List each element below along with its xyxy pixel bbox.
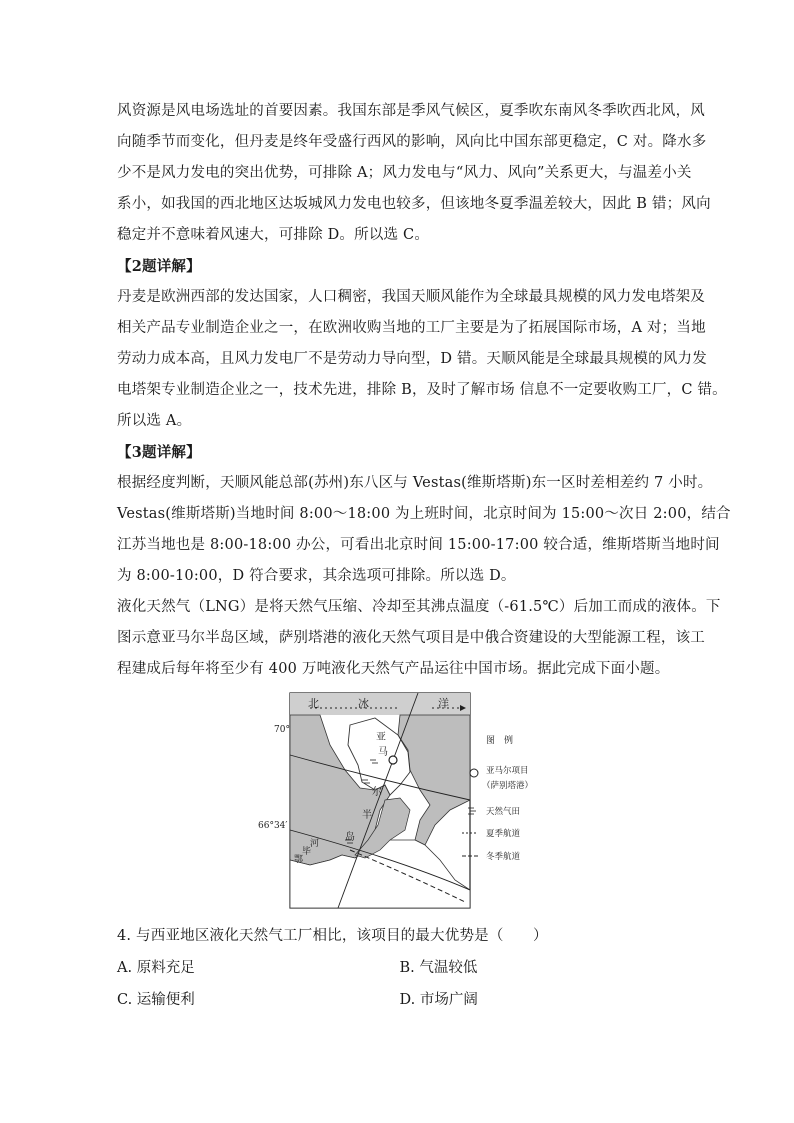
legend-title: 图 例 xyxy=(486,736,514,746)
river-label-char: 河 xyxy=(310,839,320,849)
options-row-1 xyxy=(117,952,682,984)
legend-winter-label: 冬季航道 xyxy=(486,852,521,862)
option-b[interactable]: B. 气温较低 xyxy=(399,960,478,976)
peninsula-label-char: 马 xyxy=(378,747,388,758)
text-line: 液化天然气（LNG）是将天然气压缩、冷却至其沸点温度（-61.5℃）后加工而成的液体。下 xyxy=(117,599,721,615)
text-line: 图示意亚马尔半岛区域，萨别塔港的液化天然气项目是中俄合资建设的大型能源工程，该工 xyxy=(117,630,705,646)
text-line: 丹麦是欧洲西部的发达国家，人口稠密，我国天顺风能作为全球最具规模的风力发电塔架及 xyxy=(117,289,705,305)
text-line: 程建成后每年将至少有 400 万吨液化天然气产品运往中国市场。据此完成下面小题。 xyxy=(117,661,670,677)
options-row-2 xyxy=(117,984,682,1016)
peninsula-label-char: 尔 xyxy=(372,787,382,798)
option-c[interactable]: C. 运输便利 xyxy=(117,992,195,1008)
legend-project-sub: （萨别塔港） xyxy=(482,781,534,791)
peninsula-label-char: 岛 xyxy=(345,832,355,843)
section-heading-q2: 【2题详解】 xyxy=(117,258,201,275)
river-label-char: 毕 xyxy=(302,847,312,857)
latitude-70-label: 70° xyxy=(274,725,290,735)
answer-paragraph-2 xyxy=(117,282,727,437)
legend-gas-label: 天然气田 xyxy=(486,807,521,817)
text-line: 向随季节而变化，但丹麦是终年受盛行西风的影响，风向比中国东部更稳定，C 对。降水多 xyxy=(117,134,707,150)
text-line: 风资源是风电场选址的首要因素。我国东部是季风气候区，夏季吹东南风冬季吹西北风，风 xyxy=(117,103,705,119)
question-stem: 4. 与西亚地区液化天然气工厂相比，该项目的最大优势是（ ） xyxy=(117,928,548,944)
question-intro-paragraph xyxy=(117,592,721,685)
option-a[interactable]: A. 原料充足 xyxy=(117,960,195,976)
text-line: 相关产品专业制造企业之一，在欧洲收购当地的工厂主要是为了拓展国际市场，A 对；当地 xyxy=(117,320,706,336)
sea-label-char: 冰 xyxy=(358,697,369,710)
text-line: 系小，如我国的西北地区达坂城风力发电也较多，但该地冬夏季温差较大，因此 B 错；风向 xyxy=(117,196,711,212)
arctic-circle-label: 66°34′ xyxy=(258,821,288,831)
text-line: 稳定并不意味着风速大，可排除 D。所以选 C。 xyxy=(117,227,430,243)
legend-project-icon xyxy=(470,769,478,777)
document-body xyxy=(117,96,731,685)
answer-paragraph-3 xyxy=(117,468,731,592)
river-label-char: 鄂 xyxy=(294,855,304,865)
text-line: Vestas(维斯塔斯)当地时间 8:00～18:00 为上班时间，北京时间为 15:00～次日 2:00，结合 xyxy=(117,506,731,522)
map-legend xyxy=(462,734,533,862)
peninsula-label-char: 半 xyxy=(362,810,372,821)
option-d[interactable]: D. 市场广阔 xyxy=(399,992,478,1008)
text-line: 为 8:00-10:00，D 符合要求，其余选项可排除。所以选 D。 xyxy=(117,568,516,584)
section-heading-q3: 【3题详解】 xyxy=(117,444,201,461)
text-line: 根据经度判断，天顺风能总部(苏州)东八区与 Vestas(维斯塔斯)东一区时差相差约 7 小时。 xyxy=(117,475,713,491)
yamal-project-point xyxy=(389,756,397,764)
sea-label-char: 洋 xyxy=(438,697,449,710)
sea-label-char: 北 xyxy=(308,697,319,710)
text-line: 少不是风力发电的突出优势，可排除 A；风力发电与“风力、风向”关系更大，与温差小关 xyxy=(117,165,692,181)
answer-paragraph-1 xyxy=(117,96,711,251)
question-4 xyxy=(117,920,682,1016)
text-line: 所以选 A。 xyxy=(117,413,192,429)
legend-summer-label: 夏季航道 xyxy=(486,829,521,839)
text-line: 劳动力成本高，且风力发电厂不是劳动力导向型，D 错。天顺风能是全球最具规模的风力发 xyxy=(117,351,707,367)
yamal-peninsula-map xyxy=(250,690,550,912)
text-line: 江苏当地也是 8:00-18:00 办公，可看出北京时间 15:00-17:00 较合适，维斯塔斯当地时间 xyxy=(117,537,720,553)
text-line: 电塔架专业制造企业之一，技术先进，排除 B，及时了解市场 信息不一定要收购工厂，C 错。 xyxy=(117,382,727,398)
legend-project-label: 亚马尔项目 xyxy=(486,766,529,776)
peninsula-label-char: 亚 xyxy=(376,732,386,743)
